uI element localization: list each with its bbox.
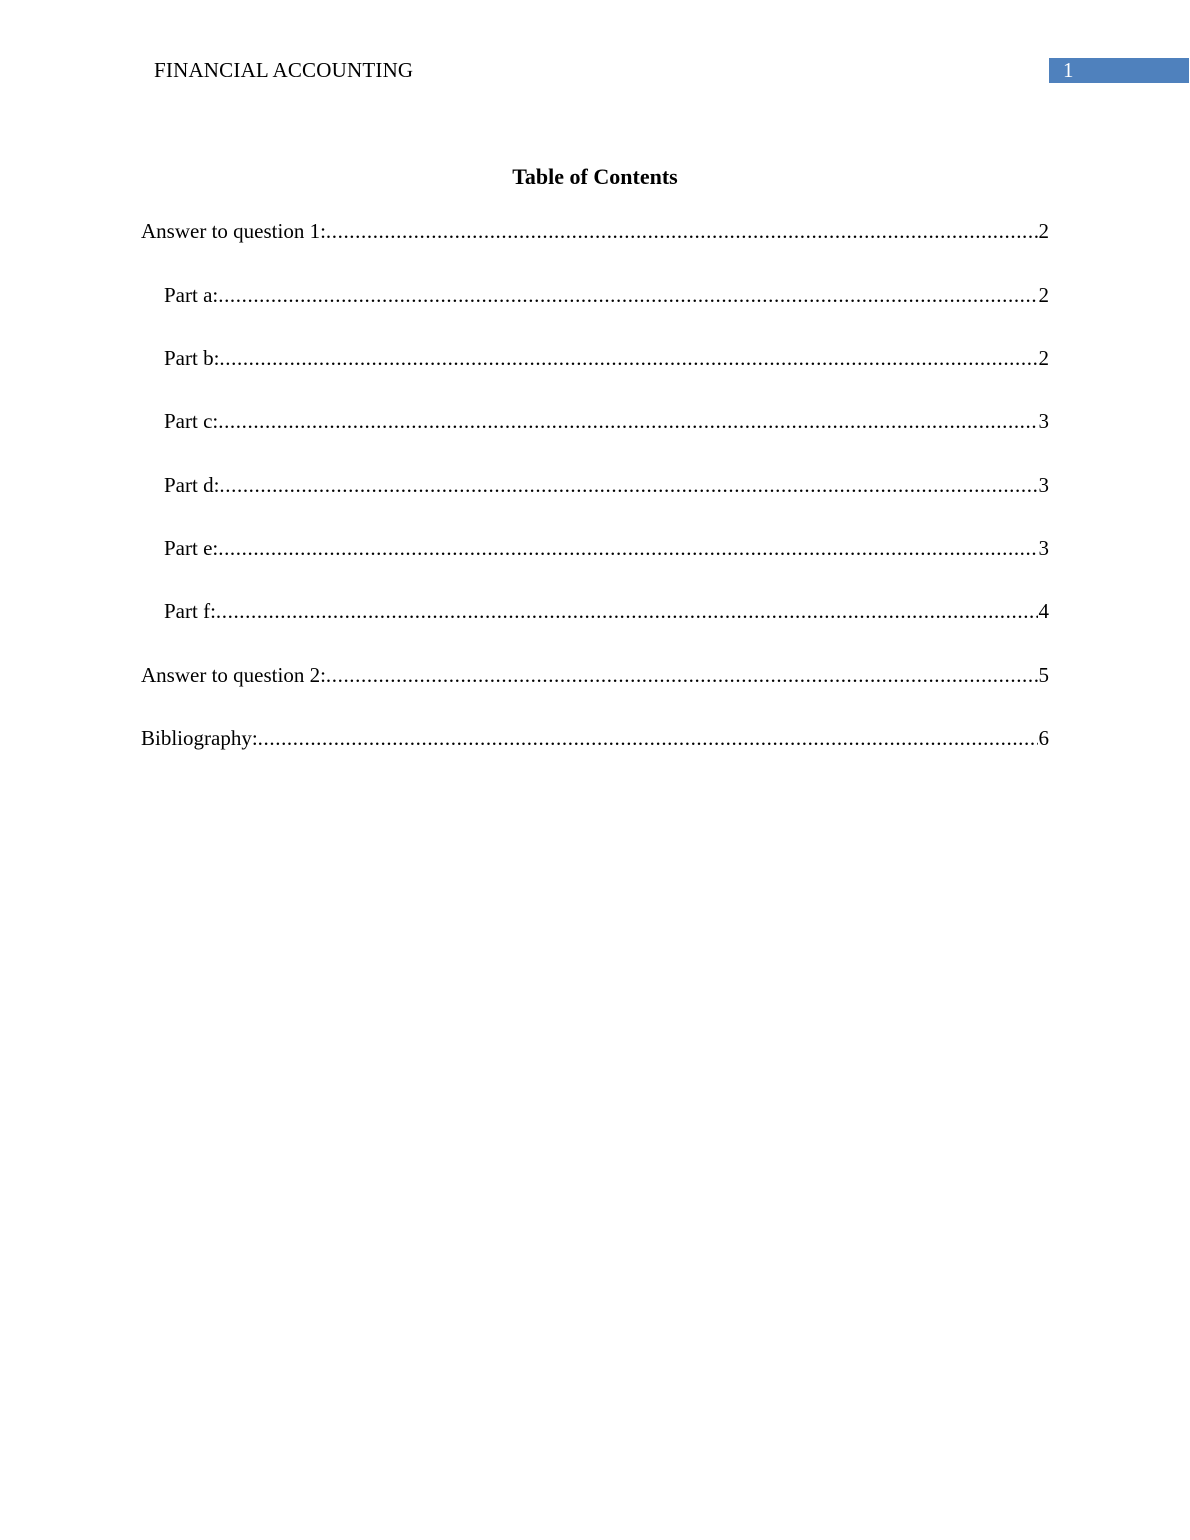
toc-entry-label: Bibliography: xyxy=(141,726,258,750)
toc-title: Table of Contents xyxy=(512,164,678,189)
toc-entry-part-d[interactable] xyxy=(164,471,1049,499)
toc-entry-page: 5 xyxy=(1038,663,1049,687)
toc-entry-page: 3 xyxy=(1038,536,1049,560)
toc-entry-part-b[interactable] xyxy=(164,344,1049,372)
toc-dot-leader xyxy=(216,597,1038,625)
toc-entry-page: 2 xyxy=(1038,219,1049,243)
toc-entry-page: 4 xyxy=(1038,599,1049,623)
toc-entry-question-2[interactable] xyxy=(141,661,1049,689)
toc-dot-leader xyxy=(258,724,1038,752)
toc-entry-page: 3 xyxy=(1038,409,1049,433)
toc-dot-leader xyxy=(326,661,1038,689)
toc-entry-page: 3 xyxy=(1038,473,1049,497)
toc-entry-label: Part e: xyxy=(164,536,219,560)
toc-entry-label: Part a: xyxy=(164,283,219,307)
toc-dot-leader xyxy=(219,344,1037,372)
toc-entry-page: 2 xyxy=(1038,283,1049,307)
running-head: FINANCIAL ACCOUNTING xyxy=(154,58,414,82)
toc-dot-leader xyxy=(326,217,1038,245)
toc-entry-label: Answer to question 1: xyxy=(141,219,326,243)
toc-dot-leader xyxy=(218,534,1037,562)
page-number-badge xyxy=(1049,58,1189,83)
toc-entry-label: Part c: xyxy=(164,409,219,433)
toc-entry-bibliography[interactable] xyxy=(141,724,1049,752)
toc-entry-part-e[interactable] xyxy=(164,534,1049,562)
page-number: 1 xyxy=(1063,58,1074,82)
toc-entry-page: 6 xyxy=(1038,726,1049,750)
toc-dot-leader xyxy=(218,407,1037,435)
page-header xyxy=(0,0,1190,100)
toc-entry-part-f[interactable] xyxy=(164,597,1049,625)
toc-entry-page: 2 xyxy=(1038,346,1049,370)
toc-entry-label: Answer to question 2: xyxy=(141,663,326,687)
toc-entry-part-a[interactable] xyxy=(164,281,1049,309)
toc-entry-question-1[interactable] xyxy=(141,217,1049,245)
toc-entry-label: Part d: xyxy=(164,473,220,497)
toc-entry-label: Part f: xyxy=(164,599,216,623)
toc-entry-label: Part b: xyxy=(164,346,220,370)
toc-dot-leader xyxy=(218,281,1037,309)
toc-dot-leader xyxy=(219,471,1037,499)
toc-entry-part-c[interactable] xyxy=(164,407,1049,435)
